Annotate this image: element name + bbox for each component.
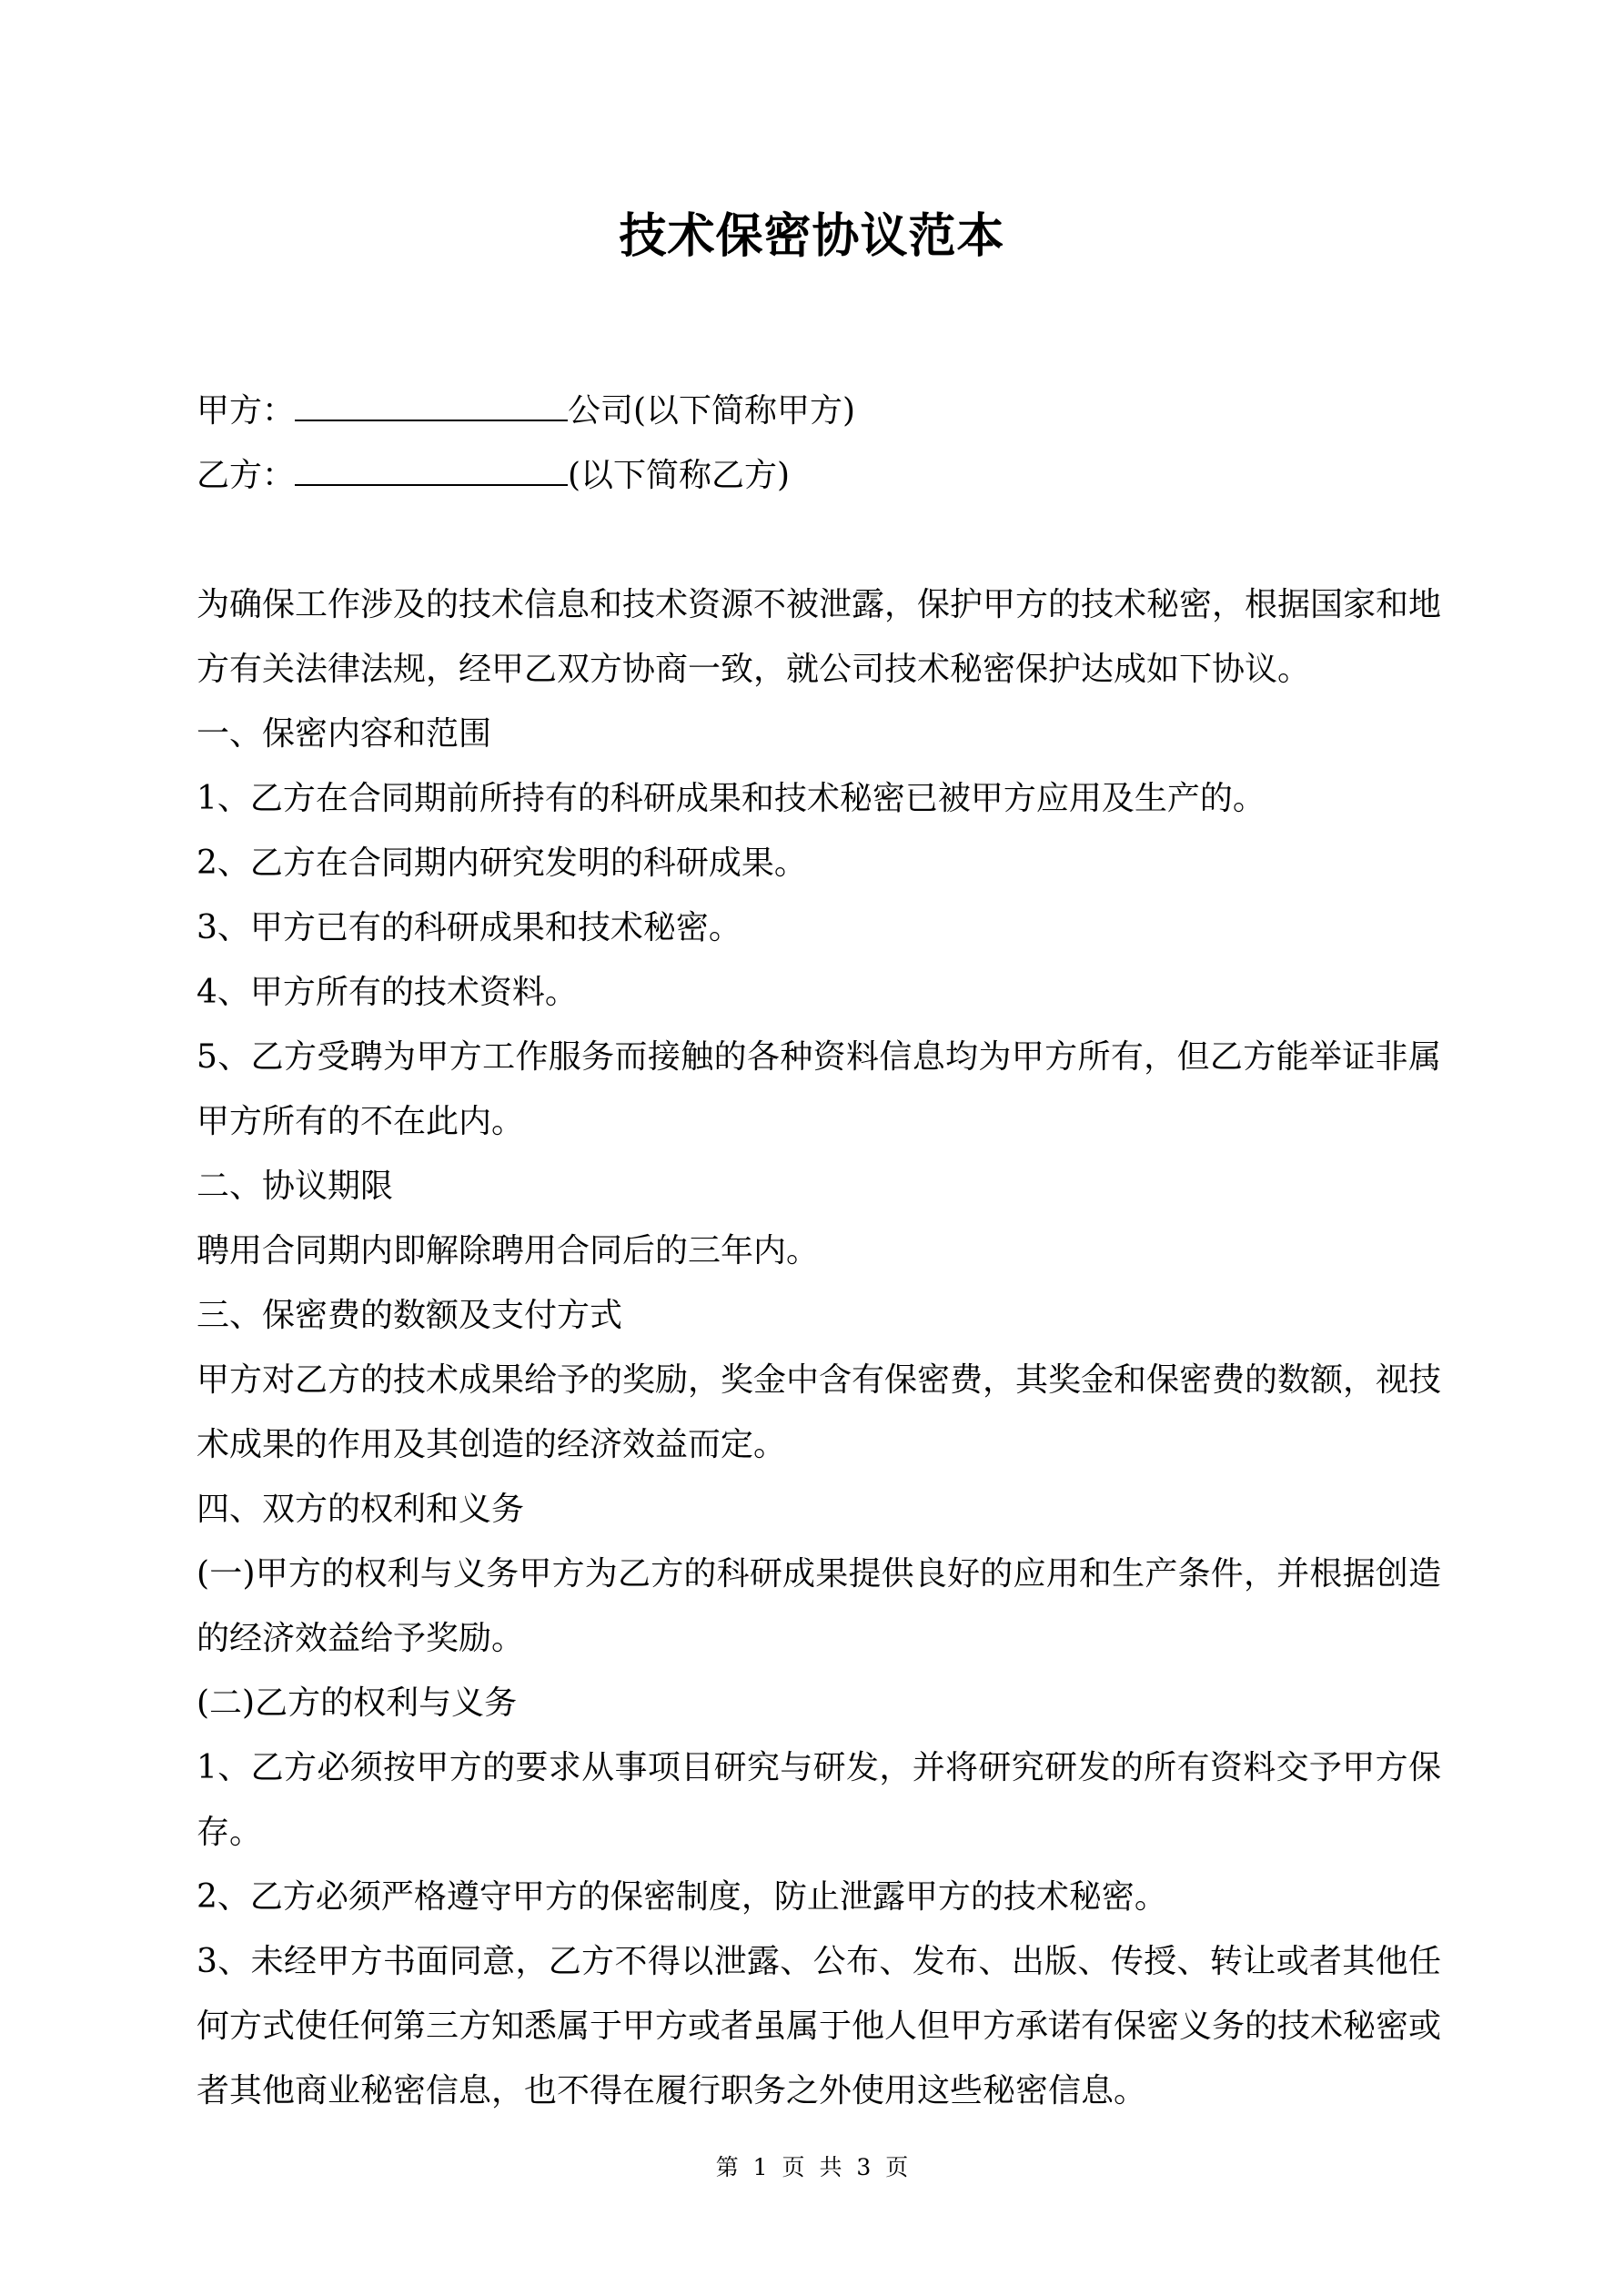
- clause: 3、甲方已有的科研成果和技术秘密。: [197, 909, 741, 946]
- clause: 2、乙方必须严格遵守甲方的保密制度，防止泄露甲方的技术秘密。: [197, 1878, 1167, 1916]
- party-b-blank: [295, 457, 568, 486]
- subsection-heading: (二)乙方的权利与义务: [197, 1684, 518, 1722]
- party-a-blank: [295, 392, 568, 421]
- section-heading: 四、双方的权利和义务: [197, 1491, 525, 1528]
- party-a-suffix: 公司(以下简称甲方): [568, 392, 856, 430]
- section-heading: 一、保密内容和范围: [197, 715, 492, 753]
- clause: 1、乙方必须按甲方的要求从事项目研究与研发，并将研究研发的所有资料交予甲方保存。: [197, 1749, 1441, 1851]
- party-b-line: [197, 443, 1441, 508]
- clause: 聘用合同期内即解除聘用合同后的三年内。: [197, 1232, 820, 1269]
- clause: 4、甲方所有的技术资料。: [197, 974, 578, 1011]
- party-b-label: 乙方：: [197, 457, 296, 494]
- party-a-label: 甲方：: [197, 392, 296, 430]
- spacer: [197, 508, 1441, 572]
- section-heading: 三、保密费的数额及支付方式: [197, 1297, 623, 1334]
- intro-paragraph: 为确保工作涉及的技术信息和技术资源不被泄露，保护甲方的技术秘密，根据国家和地方有关法律法规，经甲乙双方协商一致，就公司技术秘密保护达成如下协议。: [197, 586, 1442, 688]
- clause: 1、乙方在合同期前所持有的科研成果和技术秘密已被甲方应用及生产的。: [197, 780, 1266, 817]
- clause: 5、乙方受聘为甲方工作服务而接触的各种资料信息均为甲方所有，但乙方能举证非属甲方所有的不在此内。: [197, 1038, 1441, 1140]
- party-a-line: [197, 379, 1441, 443]
- clause: 2、乙方在合同期内研究发明的科研成果。: [197, 845, 807, 882]
- page-footer: 第 1 页 共 3 页: [715, 2154, 909, 2180]
- clause: 甲方对乙方的技术成果给予的奖励，奖金中含有保密费，其奖金和保密费的数额，视技术成果的作用及其创造的经济效益而定。: [197, 1361, 1442, 1463]
- clause: (一)甲方的权利与义务甲方为乙方的科研成果提供良好的应用和生产条件，并根据创造的经济效益给予奖励。: [197, 1555, 1441, 1657]
- section-heading: 二、协议期限: [197, 1168, 394, 1205]
- clause: 3、未经甲方书面同意，乙方不得以泄露、公布、发布、出版、传授、转让或者其他任何方式使任何第三方知悉属于甲方或者虽属于他人但甲方承诺有保密义务的技术秘密或者其他商业秘密信息，也不得在履行职务之外使用这些秘密信息。: [197, 1943, 1442, 2109]
- document-body: [197, 379, 1441, 2123]
- party-b-suffix: (以下简称乙方): [568, 457, 791, 494]
- document-title: 技术保密协议范本: [619, 209, 1005, 264]
